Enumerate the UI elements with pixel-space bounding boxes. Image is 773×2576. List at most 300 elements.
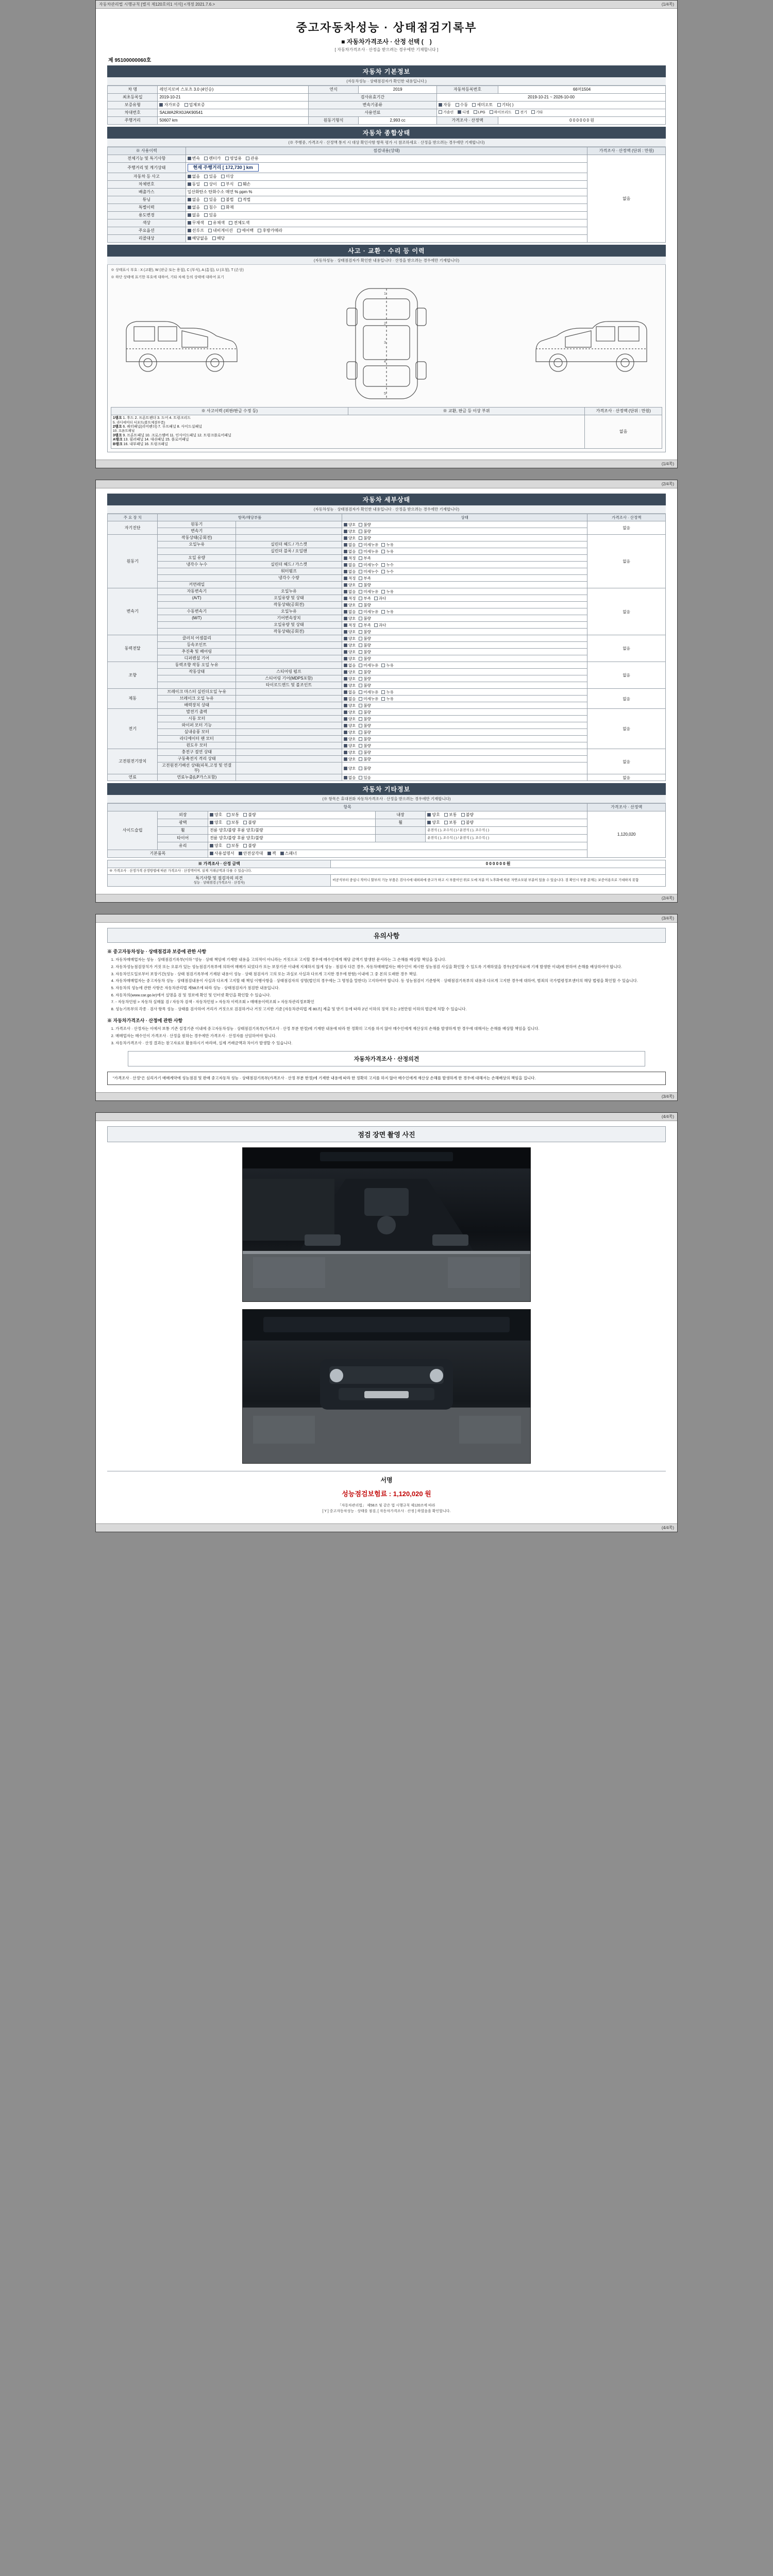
checkbox-icon[interactable] xyxy=(243,821,247,824)
detail-state-option[interactable]: 미세누유 xyxy=(359,549,378,554)
checkbox-icon[interactable] xyxy=(344,776,347,779)
checkbox-icon[interactable] xyxy=(188,213,191,217)
checkbox-icon[interactable] xyxy=(359,684,362,687)
detail-state-option[interactable]: 불량 xyxy=(359,583,371,587)
detail-state-option[interactable]: 양호 xyxy=(344,710,356,715)
overall-option[interactable]: 없음 xyxy=(188,197,200,202)
checkbox-icon[interactable] xyxy=(344,556,347,560)
checkbox-icon[interactable] xyxy=(381,697,385,701)
overall-option[interactable]: 적법 xyxy=(238,197,250,202)
detail-state-option[interactable]: 누유 xyxy=(381,690,394,694)
checkbox-icon[interactable] xyxy=(344,677,347,681)
detail-state-option[interactable]: 불량 xyxy=(359,766,371,771)
checkbox-icon[interactable] xyxy=(344,603,347,607)
checkbox-icon[interactable] xyxy=(344,623,347,627)
detail-state-option[interactable]: 양호 xyxy=(344,536,356,540)
detail-state-option[interactable]: 불량 xyxy=(359,710,371,715)
checkbox-icon[interactable] xyxy=(188,229,191,232)
other-option[interactable]: 보통 xyxy=(227,843,239,849)
detail-state-option[interactable]: 불량 xyxy=(359,650,371,654)
detail-state-option[interactable]: 양호 xyxy=(344,583,356,587)
base-option[interactable]: 스패너 xyxy=(280,851,297,856)
checkbox-icon[interactable] xyxy=(359,603,362,607)
checkbox-icon[interactable] xyxy=(359,724,362,727)
detail-state-option[interactable]: 누유 xyxy=(381,543,394,547)
checkbox-icon[interactable] xyxy=(188,182,191,186)
detail-state-option[interactable]: 불량 xyxy=(359,636,371,641)
base-option[interactable]: 잭 xyxy=(267,851,276,856)
other-option[interactable]: 양호 xyxy=(427,820,440,825)
other-option[interactable]: 보통 xyxy=(444,820,457,825)
detail-state-option[interactable]: 양호 xyxy=(344,650,356,654)
overall-option[interactable]: 없음 xyxy=(188,174,200,179)
overall-option[interactable]: 해당 xyxy=(212,236,225,241)
checkbox-icon[interactable] xyxy=(344,751,347,754)
overall-option[interactable]: 영업용 xyxy=(225,156,242,161)
overall-option[interactable]: 변속 xyxy=(188,156,200,161)
detail-state-option[interactable]: 없음 xyxy=(344,663,356,668)
checkbox-icon[interactable] xyxy=(359,530,362,533)
checkbox-icon[interactable] xyxy=(374,597,378,600)
checkbox-icon[interactable] xyxy=(359,550,362,553)
checkbox-icon[interactable] xyxy=(344,597,347,600)
checkbox-icon[interactable] xyxy=(359,767,362,770)
checkbox-icon[interactable] xyxy=(359,650,362,654)
checkbox-icon[interactable] xyxy=(210,813,213,817)
other-option[interactable]: 양호 xyxy=(210,843,222,849)
overall-option[interactable]: 전체도색 xyxy=(229,221,249,226)
checkbox-icon[interactable] xyxy=(359,664,362,667)
checkbox-icon[interactable] xyxy=(344,704,347,707)
checkbox-icon[interactable] xyxy=(359,630,362,634)
checkbox-icon[interactable] xyxy=(225,157,229,160)
overall-option[interactable]: 불법 xyxy=(221,197,233,202)
overall-option[interactable]: 있음 xyxy=(204,197,216,202)
detail-state-option[interactable]: 양호 xyxy=(344,676,356,681)
checkbox-icon[interactable] xyxy=(344,690,347,694)
detail-state-option[interactable]: 양호 xyxy=(344,750,356,755)
checkbox-icon[interactable] xyxy=(344,523,347,527)
checkbox-icon[interactable] xyxy=(227,821,230,824)
detail-state-option[interactable]: 미세누유 xyxy=(359,609,378,614)
checkbox-icon[interactable] xyxy=(344,610,347,614)
overall-option[interactable]: 침수 xyxy=(204,205,216,210)
checkbox-icon[interactable] xyxy=(359,563,362,567)
detail-state-option[interactable]: 없음 xyxy=(344,775,356,780)
checkbox-icon[interactable] xyxy=(444,813,448,817)
checkbox-icon[interactable] xyxy=(497,103,501,107)
checkbox-icon[interactable] xyxy=(344,757,347,761)
checkbox-icon[interactable] xyxy=(472,103,476,107)
detail-state-option[interactable]: 없음 xyxy=(344,549,356,554)
checkbox-icon[interactable] xyxy=(461,813,465,817)
detail-state-option[interactable]: 양호 xyxy=(344,683,356,688)
checkbox-icon[interactable] xyxy=(344,767,347,770)
overall-option[interactable]: 렌터카 xyxy=(204,156,221,161)
checkbox-icon[interactable] xyxy=(427,821,431,824)
overall-option[interactable]: 없음 xyxy=(188,205,200,210)
detail-state-option[interactable]: 불량 xyxy=(359,522,371,527)
overall-option[interactable]: 있음 xyxy=(204,213,216,218)
checkbox-icon[interactable] xyxy=(344,536,347,540)
detail-state-1-4 xyxy=(342,562,587,568)
detail-state-option[interactable]: 미세누유 xyxy=(359,589,378,594)
checkbox-icon[interactable] xyxy=(427,813,431,817)
checkbox-icon[interactable] xyxy=(359,657,362,660)
checkbox-icon[interactable] xyxy=(344,697,347,701)
checkbox-icon[interactable] xyxy=(210,844,213,848)
detail-state-option[interactable]: 누유 xyxy=(381,663,394,668)
checkbox-icon[interactable] xyxy=(359,570,362,573)
overall-option[interactable]: 동일 xyxy=(188,182,200,187)
checkbox-icon[interactable] xyxy=(359,556,362,560)
checkbox-icon[interactable] xyxy=(474,110,477,114)
detail-state-option[interactable]: 불량 xyxy=(359,670,371,674)
overall-option[interactable]: 내비게이션 xyxy=(208,228,233,233)
checkbox-icon[interactable] xyxy=(204,198,208,201)
checkbox-icon[interactable] xyxy=(229,221,232,225)
detail-state-option[interactable]: 부족 xyxy=(359,623,371,628)
other-option[interactable]: 양호 xyxy=(210,812,222,818)
checkbox-icon[interactable] xyxy=(188,157,191,160)
detail-state-option[interactable]: 양호 xyxy=(344,529,356,534)
base-option[interactable]: 사용설명서 xyxy=(210,851,234,856)
checkbox-icon[interactable] xyxy=(359,543,362,547)
checkbox-icon[interactable] xyxy=(381,610,385,614)
detail-state-option[interactable]: 양호 xyxy=(344,603,356,607)
detail-state-option[interactable]: 불량 xyxy=(359,757,371,761)
checkbox-icon[interactable] xyxy=(227,813,230,817)
detail-state-option[interactable]: 양호 xyxy=(344,656,356,661)
checkbox-icon[interactable] xyxy=(344,570,347,573)
overall-option[interactable]: 해당없음 xyxy=(188,236,208,241)
detail-state-option[interactable]: 불량 xyxy=(359,603,371,607)
other-option[interactable]: 불량 xyxy=(243,812,256,818)
checkbox-icon[interactable] xyxy=(188,198,191,201)
checkbox-icon[interactable] xyxy=(188,236,191,240)
checkbox-icon[interactable] xyxy=(204,157,208,160)
other-option[interactable]: 양호 xyxy=(210,820,222,825)
checkbox-icon[interactable] xyxy=(359,577,362,580)
checkbox-icon[interactable] xyxy=(359,597,362,600)
detail-state-option[interactable]: 적정 xyxy=(344,623,356,628)
checkbox-icon[interactable] xyxy=(238,182,242,186)
detail-state-option[interactable]: 양호 xyxy=(344,636,356,641)
detail-state-option[interactable]: 누유 xyxy=(381,697,394,701)
detail-state-option[interactable]: 없음 xyxy=(344,569,356,574)
checkbox-icon[interactable] xyxy=(359,737,362,741)
fuel-option[interactable]: 하이브리드 xyxy=(490,110,512,115)
detail-state-option[interactable]: 누유 xyxy=(381,589,394,594)
detail-state-option[interactable]: 불량 xyxy=(359,743,371,748)
detail-state-option[interactable]: 누유 xyxy=(381,549,394,554)
fuel-option[interactable]: 기타 xyxy=(531,110,543,115)
detail-state-option[interactable]: 양호 xyxy=(344,743,356,748)
checkbox-icon[interactable] xyxy=(458,110,461,114)
checkbox-icon[interactable] xyxy=(359,731,362,734)
checkbox-icon[interactable] xyxy=(212,236,216,240)
checkbox-icon[interactable] xyxy=(344,550,347,553)
detail-group-6: 전기 xyxy=(108,709,158,749)
other-option[interactable]: 보통 xyxy=(444,812,457,818)
other-rlabel-0: 내장 xyxy=(375,811,425,819)
fuel-option[interactable]: LPG xyxy=(474,110,485,115)
checkbox-icon[interactable] xyxy=(359,690,362,694)
checkbox-icon[interactable] xyxy=(344,543,347,547)
overall-option[interactable]: 없음 xyxy=(188,213,200,218)
detail-state-option[interactable]: 미세누수 xyxy=(359,569,378,574)
detail-state-option[interactable]: 양호 xyxy=(344,757,356,761)
checkbox-icon[interactable] xyxy=(344,650,347,654)
overall-option[interactable]: 에어백 xyxy=(237,228,254,233)
checkbox-icon[interactable] xyxy=(227,844,230,848)
checkbox-icon[interactable] xyxy=(188,221,191,225)
checkbox-icon[interactable] xyxy=(359,590,362,594)
checkbox-icon[interactable] xyxy=(267,852,271,855)
checkbox-icon[interactable] xyxy=(246,157,249,160)
fuel-option[interactable]: 디젤 xyxy=(458,110,469,115)
other-option[interactable]: 보통 xyxy=(227,812,239,818)
checkbox-icon[interactable] xyxy=(359,643,362,647)
detail-state-option[interactable]: 미세누유 xyxy=(359,663,378,668)
checkbox-icon[interactable] xyxy=(344,744,347,748)
warranty-self-option[interactable] xyxy=(159,103,180,108)
checkbox-icon[interactable] xyxy=(243,844,247,848)
checkbox-icon[interactable] xyxy=(344,637,347,640)
checkbox-icon[interactable] xyxy=(204,206,208,209)
fuel-option[interactable]: 전기 xyxy=(515,110,527,115)
checkbox-icon[interactable] xyxy=(221,175,225,178)
checkbox-icon[interactable] xyxy=(359,717,362,721)
detail-state-option[interactable]: 미세누유 xyxy=(359,690,378,694)
checkbox-icon[interactable] xyxy=(344,563,347,567)
other-option[interactable]: 불량 xyxy=(243,843,256,849)
checkbox-icon[interactable] xyxy=(237,229,241,232)
other-option[interactable]: 보통 xyxy=(227,820,239,825)
detail-state-option[interactable]: 불량 xyxy=(359,656,371,661)
checkbox-icon[interactable] xyxy=(359,744,362,748)
checkbox-icon[interactable] xyxy=(221,198,225,201)
detail-state-option[interactable]: 불량 xyxy=(359,737,371,741)
detail-state-option[interactable]: 불량 xyxy=(359,750,371,755)
checkbox-icon[interactable] xyxy=(344,643,347,647)
detail-state-option[interactable]: 불량 xyxy=(359,683,371,688)
checkbox-icon[interactable] xyxy=(344,577,347,580)
detail-state-option[interactable]: 양호 xyxy=(344,723,356,728)
detail-state-option[interactable]: 적정 xyxy=(344,596,356,601)
checkbox-icon[interactable] xyxy=(188,175,191,178)
checkbox-icon[interactable] xyxy=(381,550,385,553)
checkbox-icon[interactable] xyxy=(359,677,362,681)
checkbox-icon[interactable] xyxy=(381,590,385,594)
other-option[interactable]: 불량 xyxy=(243,820,256,825)
trans-other-option[interactable] xyxy=(497,103,514,108)
checkbox-icon[interactable] xyxy=(359,617,362,620)
detail-state-option[interactable]: 미세누수 xyxy=(359,563,378,567)
overall-option[interactable]: 상이 xyxy=(204,182,216,187)
checkbox-icon[interactable] xyxy=(344,670,347,674)
checkbox-icon[interactable] xyxy=(204,182,208,186)
detail-state-option[interactable]: 양호 xyxy=(344,616,356,621)
overall-option[interactable]: 훼손 xyxy=(238,182,250,187)
checkbox-icon[interactable] xyxy=(208,221,212,225)
overall-option[interactable]: 선루프 xyxy=(188,228,204,233)
detail-state-option[interactable]: 불량 xyxy=(359,676,371,681)
checkbox-icon[interactable] xyxy=(344,657,347,660)
checkbox-icon[interactable] xyxy=(221,182,225,186)
detail-state-option[interactable]: 과다 xyxy=(374,623,386,628)
warranty-company-option[interactable] xyxy=(184,103,205,108)
checkbox-icon[interactable] xyxy=(456,103,459,107)
detail-state-option[interactable]: 불량 xyxy=(359,643,371,648)
checkbox-icon[interactable] xyxy=(344,617,347,620)
checkbox-icon[interactable] xyxy=(381,664,385,667)
checkbox-icon[interactable] xyxy=(359,751,362,754)
overall-option[interactable]: 무채색 xyxy=(188,221,204,226)
checkbox-icon[interactable] xyxy=(344,630,347,634)
trans-manual-option[interactable] xyxy=(456,103,468,108)
checkbox-icon[interactable] xyxy=(280,852,284,855)
trans-auto-option[interactable] xyxy=(439,103,451,108)
detail-state-option[interactable]: 양호 xyxy=(344,630,356,634)
checkbox-icon[interactable] xyxy=(531,110,535,114)
checkbox-icon[interactable] xyxy=(359,536,362,540)
checkbox-icon[interactable] xyxy=(381,543,385,547)
overall-option[interactable]: 관용 xyxy=(246,156,258,161)
checkbox-icon[interactable] xyxy=(359,610,362,614)
detail-state-option[interactable]: 양호 xyxy=(344,766,356,771)
overall-option[interactable]: 미상 xyxy=(221,174,233,179)
checkbox-icon[interactable] xyxy=(344,737,347,741)
base-option[interactable]: 안전삼각대 xyxy=(239,851,263,856)
detail-state-option[interactable]: 미세누유 xyxy=(359,697,378,701)
detail-state-option[interactable]: 적정 xyxy=(344,576,356,581)
checkbox-icon[interactable] xyxy=(221,206,225,209)
detail-state-option[interactable]: 불량 xyxy=(359,630,371,634)
detail-state-option[interactable]: 없음 xyxy=(344,589,356,594)
detail-state-option[interactable]: 불량 xyxy=(359,616,371,621)
checkbox-icon[interactable] xyxy=(439,110,442,114)
checkbox-icon[interactable] xyxy=(344,590,347,594)
detail-state-option[interactable]: 불량 xyxy=(359,723,371,728)
detail-state-option[interactable]: 없음 xyxy=(344,690,356,694)
other-option[interactable]: 불량 xyxy=(461,820,474,825)
detail-state-option[interactable]: 불량 xyxy=(359,529,371,534)
checkbox-icon[interactable] xyxy=(374,623,378,627)
overall-option[interactable]: 부식 xyxy=(221,182,233,187)
trans-cvt-option[interactable] xyxy=(472,103,493,108)
other-option[interactable]: 불량 xyxy=(461,812,474,818)
checkbox-icon[interactable] xyxy=(359,637,362,640)
detail-state-option[interactable]: 양호 xyxy=(344,717,356,721)
detail-state-option[interactable]: 없음 xyxy=(344,563,356,567)
checkbox-icon[interactable] xyxy=(359,697,362,701)
detail-state-option[interactable]: 양호 xyxy=(344,730,356,735)
detail-state-option[interactable]: 불량 xyxy=(359,730,371,735)
checkbox-icon[interactable] xyxy=(204,213,208,217)
detail-state-option[interactable]: 없음 xyxy=(344,543,356,547)
checkbox-icon[interactable] xyxy=(359,623,362,627)
detail-state-option[interactable]: 양호 xyxy=(344,703,356,708)
checkbox-icon[interactable] xyxy=(381,570,385,573)
detail-state-option[interactable]: 없음 xyxy=(344,697,356,701)
checkbox-icon[interactable] xyxy=(188,206,191,209)
detail-state-option[interactable]: 적정 xyxy=(344,556,356,561)
detail-state-option[interactable]: 불량 xyxy=(359,536,371,540)
checkbox-icon[interactable] xyxy=(444,821,448,824)
detail-state-option[interactable]: 양호 xyxy=(344,643,356,648)
checkbox-icon[interactable] xyxy=(381,563,385,567)
checkbox-icon[interactable] xyxy=(344,731,347,734)
label-trans: 변속기종류 xyxy=(308,101,436,109)
checkbox-icon[interactable] xyxy=(381,690,385,694)
checkbox-icon[interactable] xyxy=(184,103,188,107)
checkbox-icon[interactable] xyxy=(344,530,347,533)
checkbox-icon[interactable] xyxy=(210,821,213,824)
detail-state-option[interactable]: 없음 xyxy=(344,609,356,614)
checkbox-icon[interactable] xyxy=(359,776,362,779)
checkbox-icon[interactable] xyxy=(204,175,208,178)
checkbox-icon[interactable] xyxy=(359,583,362,587)
detail-state-option[interactable]: 미세누유 xyxy=(359,543,378,547)
checkbox-icon[interactable] xyxy=(344,724,347,727)
checkbox-icon[interactable] xyxy=(210,852,213,855)
detail-state-option[interactable]: 양호 xyxy=(344,670,356,674)
checkbox-icon[interactable] xyxy=(344,717,347,721)
detail-state-option[interactable]: 불량 xyxy=(359,717,371,721)
checkbox-icon[interactable] xyxy=(344,664,347,667)
detail-state-option[interactable]: 부족 xyxy=(359,556,371,561)
detail-state-option[interactable]: 과다 xyxy=(374,596,386,601)
checkbox-icon[interactable] xyxy=(359,523,362,527)
checkbox-icon[interactable] xyxy=(159,103,163,107)
detail-state-option[interactable]: 불량 xyxy=(359,703,371,708)
checkbox-icon[interactable] xyxy=(208,229,212,232)
checkbox-icon[interactable] xyxy=(344,710,347,714)
detail-state-option[interactable]: 양호 xyxy=(344,522,356,527)
detail-state-option[interactable]: 부족 xyxy=(359,596,371,601)
checkbox-icon[interactable] xyxy=(258,229,261,232)
checkbox-icon[interactable] xyxy=(490,110,493,114)
checkbox-icon[interactable] xyxy=(359,670,362,674)
checkbox-icon[interactable] xyxy=(243,813,247,817)
checkbox-icon[interactable] xyxy=(238,198,242,201)
detail-subitem-1-5: 워터펌프 xyxy=(236,568,342,575)
detail-state-option[interactable]: 누수 xyxy=(381,569,394,574)
checkbox-icon[interactable] xyxy=(515,110,519,114)
fuel-option[interactable]: 가솔린 xyxy=(439,110,453,115)
checkbox-icon[interactable] xyxy=(344,684,347,687)
overall-option[interactable]: 화재 xyxy=(221,205,233,210)
checkbox-icon[interactable] xyxy=(359,710,362,714)
detail-state-option[interactable]: 부족 xyxy=(359,576,371,581)
checkbox-icon[interactable] xyxy=(239,852,242,855)
checkbox-icon[interactable] xyxy=(344,583,347,587)
overall-option[interactable]: 유채색 xyxy=(208,221,225,226)
value-year: 2019 xyxy=(359,86,437,94)
detail-state-option[interactable]: 누유 xyxy=(381,609,394,614)
overall-option[interactable]: 있음 xyxy=(204,174,216,179)
detail-state-option[interactable]: 있음 xyxy=(359,775,371,780)
overall-option[interactable]: 후방카메라 xyxy=(258,228,282,233)
checkbox-icon[interactable] xyxy=(461,821,465,824)
checkbox-icon[interactable] xyxy=(439,103,442,107)
detail-state-option[interactable]: 양호 xyxy=(344,737,356,741)
checkbox-icon[interactable] xyxy=(359,757,362,761)
checkbox-icon[interactable] xyxy=(359,704,362,707)
detail-state-option[interactable]: 누수 xyxy=(381,563,394,567)
other-option[interactable]: 양호 xyxy=(427,812,440,818)
